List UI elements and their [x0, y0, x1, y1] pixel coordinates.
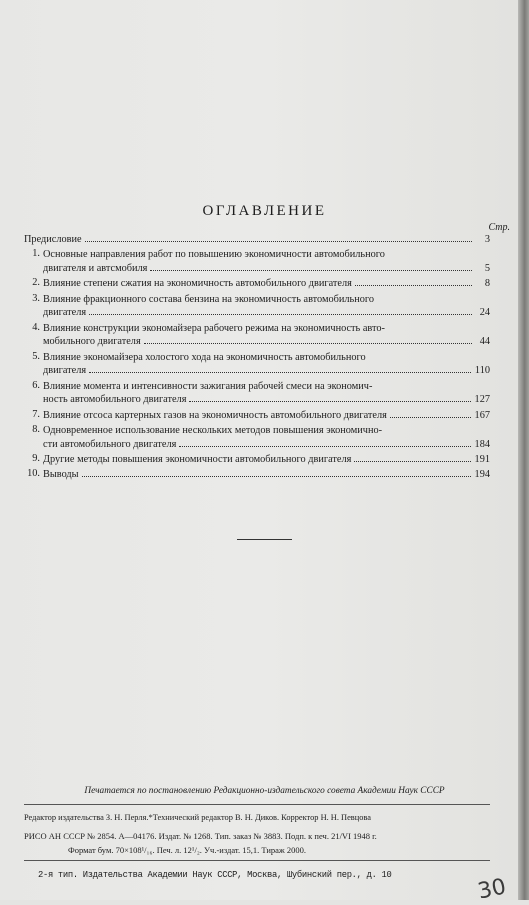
toc-entry-last-line [43, 364, 490, 378]
imprint-rule-top [24, 804, 490, 805]
section-divider [237, 539, 292, 540]
toc-entry-page: 194 [474, 469, 490, 481]
toc-entry-last-line [43, 468, 490, 482]
toc-entry-text: Влияние момента и интенсивности зажигания рабочей смеси на экономич- [43, 380, 373, 392]
toc-entry-last-line [24, 233, 490, 247]
dot-leader [85, 241, 472, 242]
toc-entry-page: 191 [474, 453, 490, 465]
toc-entry-text: Предисловие [24, 234, 82, 245]
toc-entry-page: 44 [479, 336, 490, 348]
toc-entry-text: Одновременное использование нескольких методов повышения экономично- [43, 424, 383, 436]
toc-entry-page: 24 [479, 307, 490, 319]
toc-entry-text: мобильного двигателя [43, 336, 141, 348]
toc-title: ОГЛАВЛЕНИЕ [202, 203, 327, 219]
toc-entry-last-line [43, 453, 490, 467]
dot-leader [354, 461, 470, 462]
toc-entry-page: 127 [474, 394, 490, 406]
dot-leader [89, 314, 472, 315]
toc-entry-page: 5 [484, 263, 490, 274]
dot-leader [89, 372, 471, 373]
toc-entry-number: 5. [32, 350, 40, 362]
toc-entry [24, 322, 490, 349]
toc-entry-text: Влияние экономайзера холостого хода на экономичность автомобильного [43, 351, 366, 363]
toc-entry [24, 293, 490, 320]
imprint-printed-by: Печатается по постановлению Редакционно-издательского совета Академии Наук СССР [84, 786, 445, 796]
dot-leader [390, 417, 471, 418]
toc-entry [24, 233, 490, 247]
toc-entry-text: Влияние степени сжатия на экономичность автомобильного двигателя [43, 278, 352, 290]
page-column-label: Стр. [488, 222, 510, 233]
toc-entry-last-line [43, 262, 490, 276]
dot-leader [82, 476, 471, 477]
dot-leader [355, 285, 472, 286]
imprint-rule-bottom [24, 860, 490, 861]
toc-entry-page: 3 [484, 234, 490, 245]
imprint-editors: Редактор издательства З. Н. Перля.*Технический редактор В. Н. Диков. Корректор Н. Н. Певцова [24, 813, 371, 822]
toc-entry [24, 468, 490, 482]
toc-entry [24, 380, 490, 407]
toc-entry-text: двигателя [43, 365, 87, 377]
toc-entry-last-line [43, 277, 490, 291]
toc-entry-text: Выводы [43, 469, 79, 481]
table-of-contents [24, 233, 490, 483]
toc-entry-text: двигателя [43, 307, 87, 319]
toc-entry-number: 1. [32, 248, 40, 260]
toc-entry-number: 8. [32, 423, 40, 435]
toc-entry-number: 10. [27, 468, 40, 480]
toc-entry [24, 424, 490, 451]
toc-entry-text: двигателя и автсмобиля [43, 263, 148, 274]
toc-entry [24, 248, 490, 275]
toc-entry-number: 9. [32, 452, 40, 464]
handwritten-page-mark: 30 [475, 874, 509, 905]
toc-entry [24, 351, 490, 378]
dot-leader [150, 270, 472, 271]
toc-entry-text: сти автомобильного двигателя [43, 438, 177, 450]
toc-entry-text: Другие методы повышения экономичности автомобильного двигателя [43, 453, 352, 465]
toc-entry-text: ность автомобильного двигателя [43, 394, 187, 406]
toc-entry-number: 6. [32, 379, 40, 391]
toc-entry-last-line [43, 409, 490, 423]
page-edge-shadow [518, 0, 529, 900]
toc-entry-number: 7. [32, 408, 40, 420]
dot-leader [179, 446, 470, 447]
toc-entry-page: 8 [484, 278, 490, 290]
toc-entry-page: 184 [474, 438, 490, 450]
toc-entry-last-line [43, 393, 490, 407]
toc-entry-number: 4. [32, 321, 40, 333]
toc-entry [24, 453, 490, 467]
toc-entry-last-line [43, 335, 490, 349]
dot-leader [144, 343, 472, 344]
imprint-printer: 2-я тип. Издательства Академии Наук СССР, Москва, Шубинский пер., д. 10 [38, 870, 392, 880]
toc-entry-number: 2. [32, 277, 40, 289]
toc-entry [24, 409, 490, 423]
toc-entry-text: Влияние фракционного состава бензина на экономичность автомобильного [43, 293, 375, 305]
toc-entry [24, 277, 490, 291]
toc-entry-last-line [43, 438, 490, 452]
imprint-format: Формат бум. 70×108¹/₁₆. Печ. л. 12¹/₂. Уч.-издат. 15,1. Тираж 2000. [68, 845, 307, 855]
imprint-riso: РИСО АН СССР № 2854. А—04176. Издат. № 1268. Тип. заказ № 3883. Подп. к печ. 21/VI 1948 г. [24, 831, 377, 841]
toc-entry-number: 3. [32, 292, 40, 304]
toc-entry-page: 110 [474, 365, 490, 377]
dot-leader [189, 401, 470, 402]
toc-entry-text: Влияние отсоса картерных газов на экономичность автомобильного двигателя [43, 409, 387, 421]
toc-entry-text: Основные направления работ по повышению экономичности автомобильного [43, 249, 385, 261]
toc-entry-last-line [43, 306, 490, 320]
toc-entry-page: 167 [474, 409, 490, 421]
toc-entry-text: Влияние конструкции экономайзера рабочего режима на экономичность авто- [43, 322, 385, 334]
